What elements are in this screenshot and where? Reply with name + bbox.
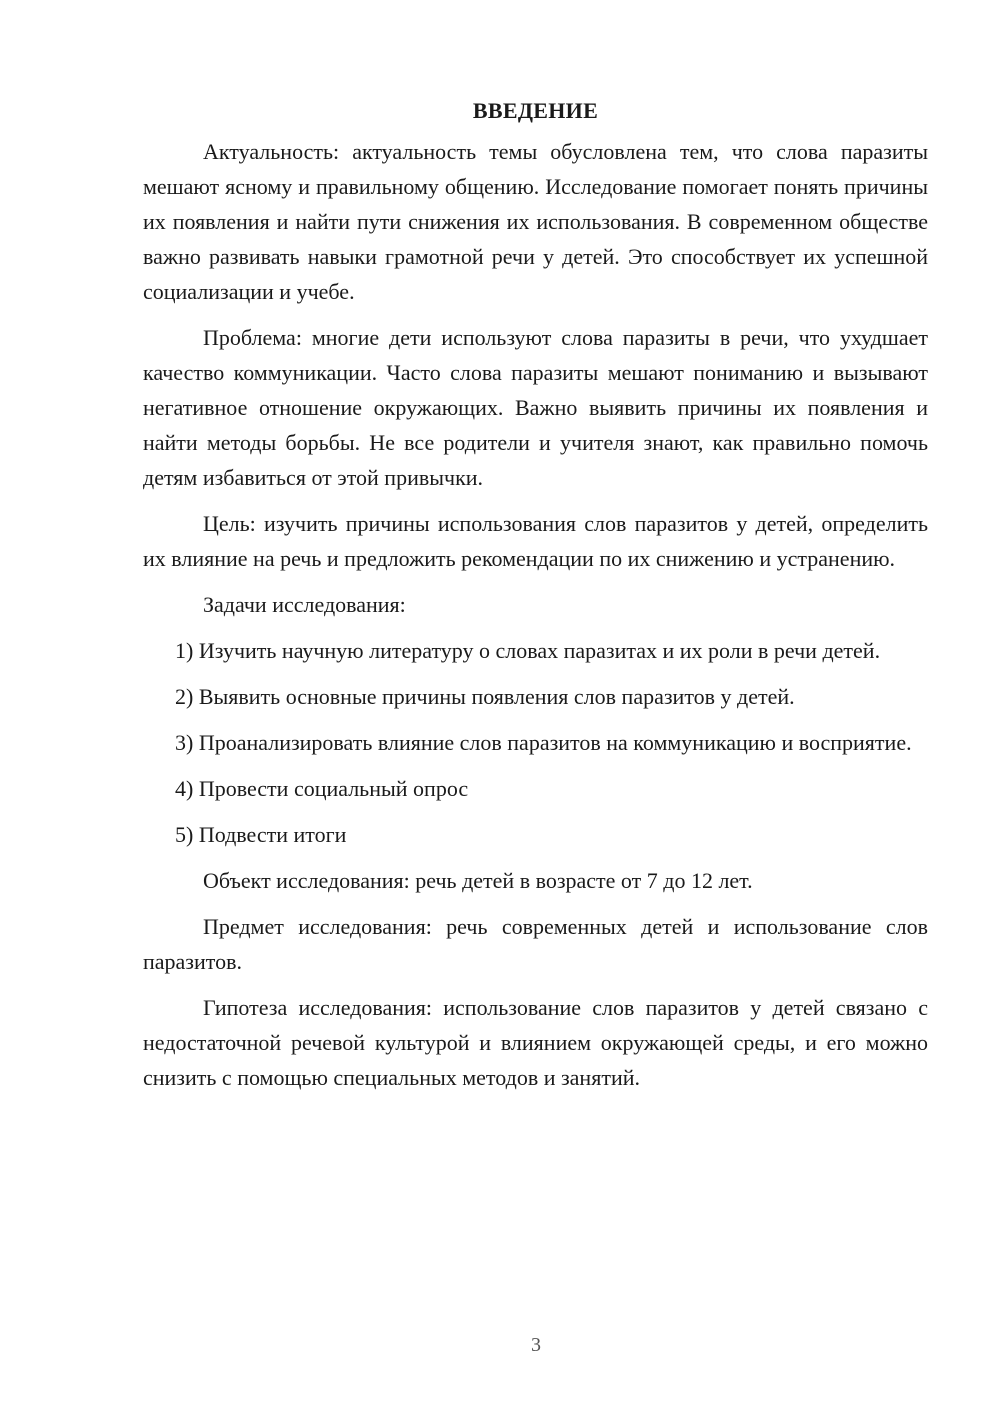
paragraph-problem: Проблема: многие дети используют слова паразиты в речи, что ухудшает качество коммуникации. Часто слова паразиты мешают пониманию и вызывают негативное отношение окружающих. Важно выявить причины их появления и найти методы борьбы. Не все родители и учителя знают, как правильно помочь детям избавиться от этой привычки.: [143, 325, 928, 490]
section-heading: ВВЕДЕНИЕ: [472, 98, 599, 123]
task-item-5: 5) Подвести итоги: [175, 822, 347, 847]
paragraph-subject: Предмет исследования: речь современных детей и использование слов паразитов.: [143, 914, 928, 974]
page-content: [143, 96, 928, 1106]
paragraph-hypothesis: Гипотеза исследования: использование слов паразитов у детей связано с недостаточной речевой культурой и влиянием окружающей среды, и его можно снизить с помощью специальных методов и занятий.: [143, 995, 928, 1090]
task-item-3: 3) Проанализировать влияние слов паразитов на коммуникацию и восприятие.: [175, 730, 912, 755]
task-item-4: 4) Провести социальный опрос: [175, 776, 469, 801]
page-number: 3: [531, 1334, 541, 1356]
task-item-1: 1) Изучить научную литературу о словах паразитах и их роли в речи детей.: [175, 638, 881, 663]
tasks-heading: Задачи исследования:: [203, 592, 406, 617]
paragraph-relevance: Актуальность: актуальность темы обусловлена тем, что слова паразиты мешают ясному и правильному общению. Исследование помогает понять причины их появления и найти пути снижения их использования. В современном обществе важно развивать навыки грамотной речи у детей. Это способствует их успешной социализации и учебе.: [143, 139, 928, 304]
paragraph-goal: Цель: изучить причины использования слов паразитов у детей, определить их влияние на речь и предложить рекомендации по их снижению и устранению.: [143, 511, 928, 571]
paragraph-object: Объект исследования: речь детей в возрасте от 7 до 12 лет.: [203, 868, 753, 893]
task-item-2: 2) Выявить основные причины появления слов паразитов у детей.: [175, 684, 795, 709]
